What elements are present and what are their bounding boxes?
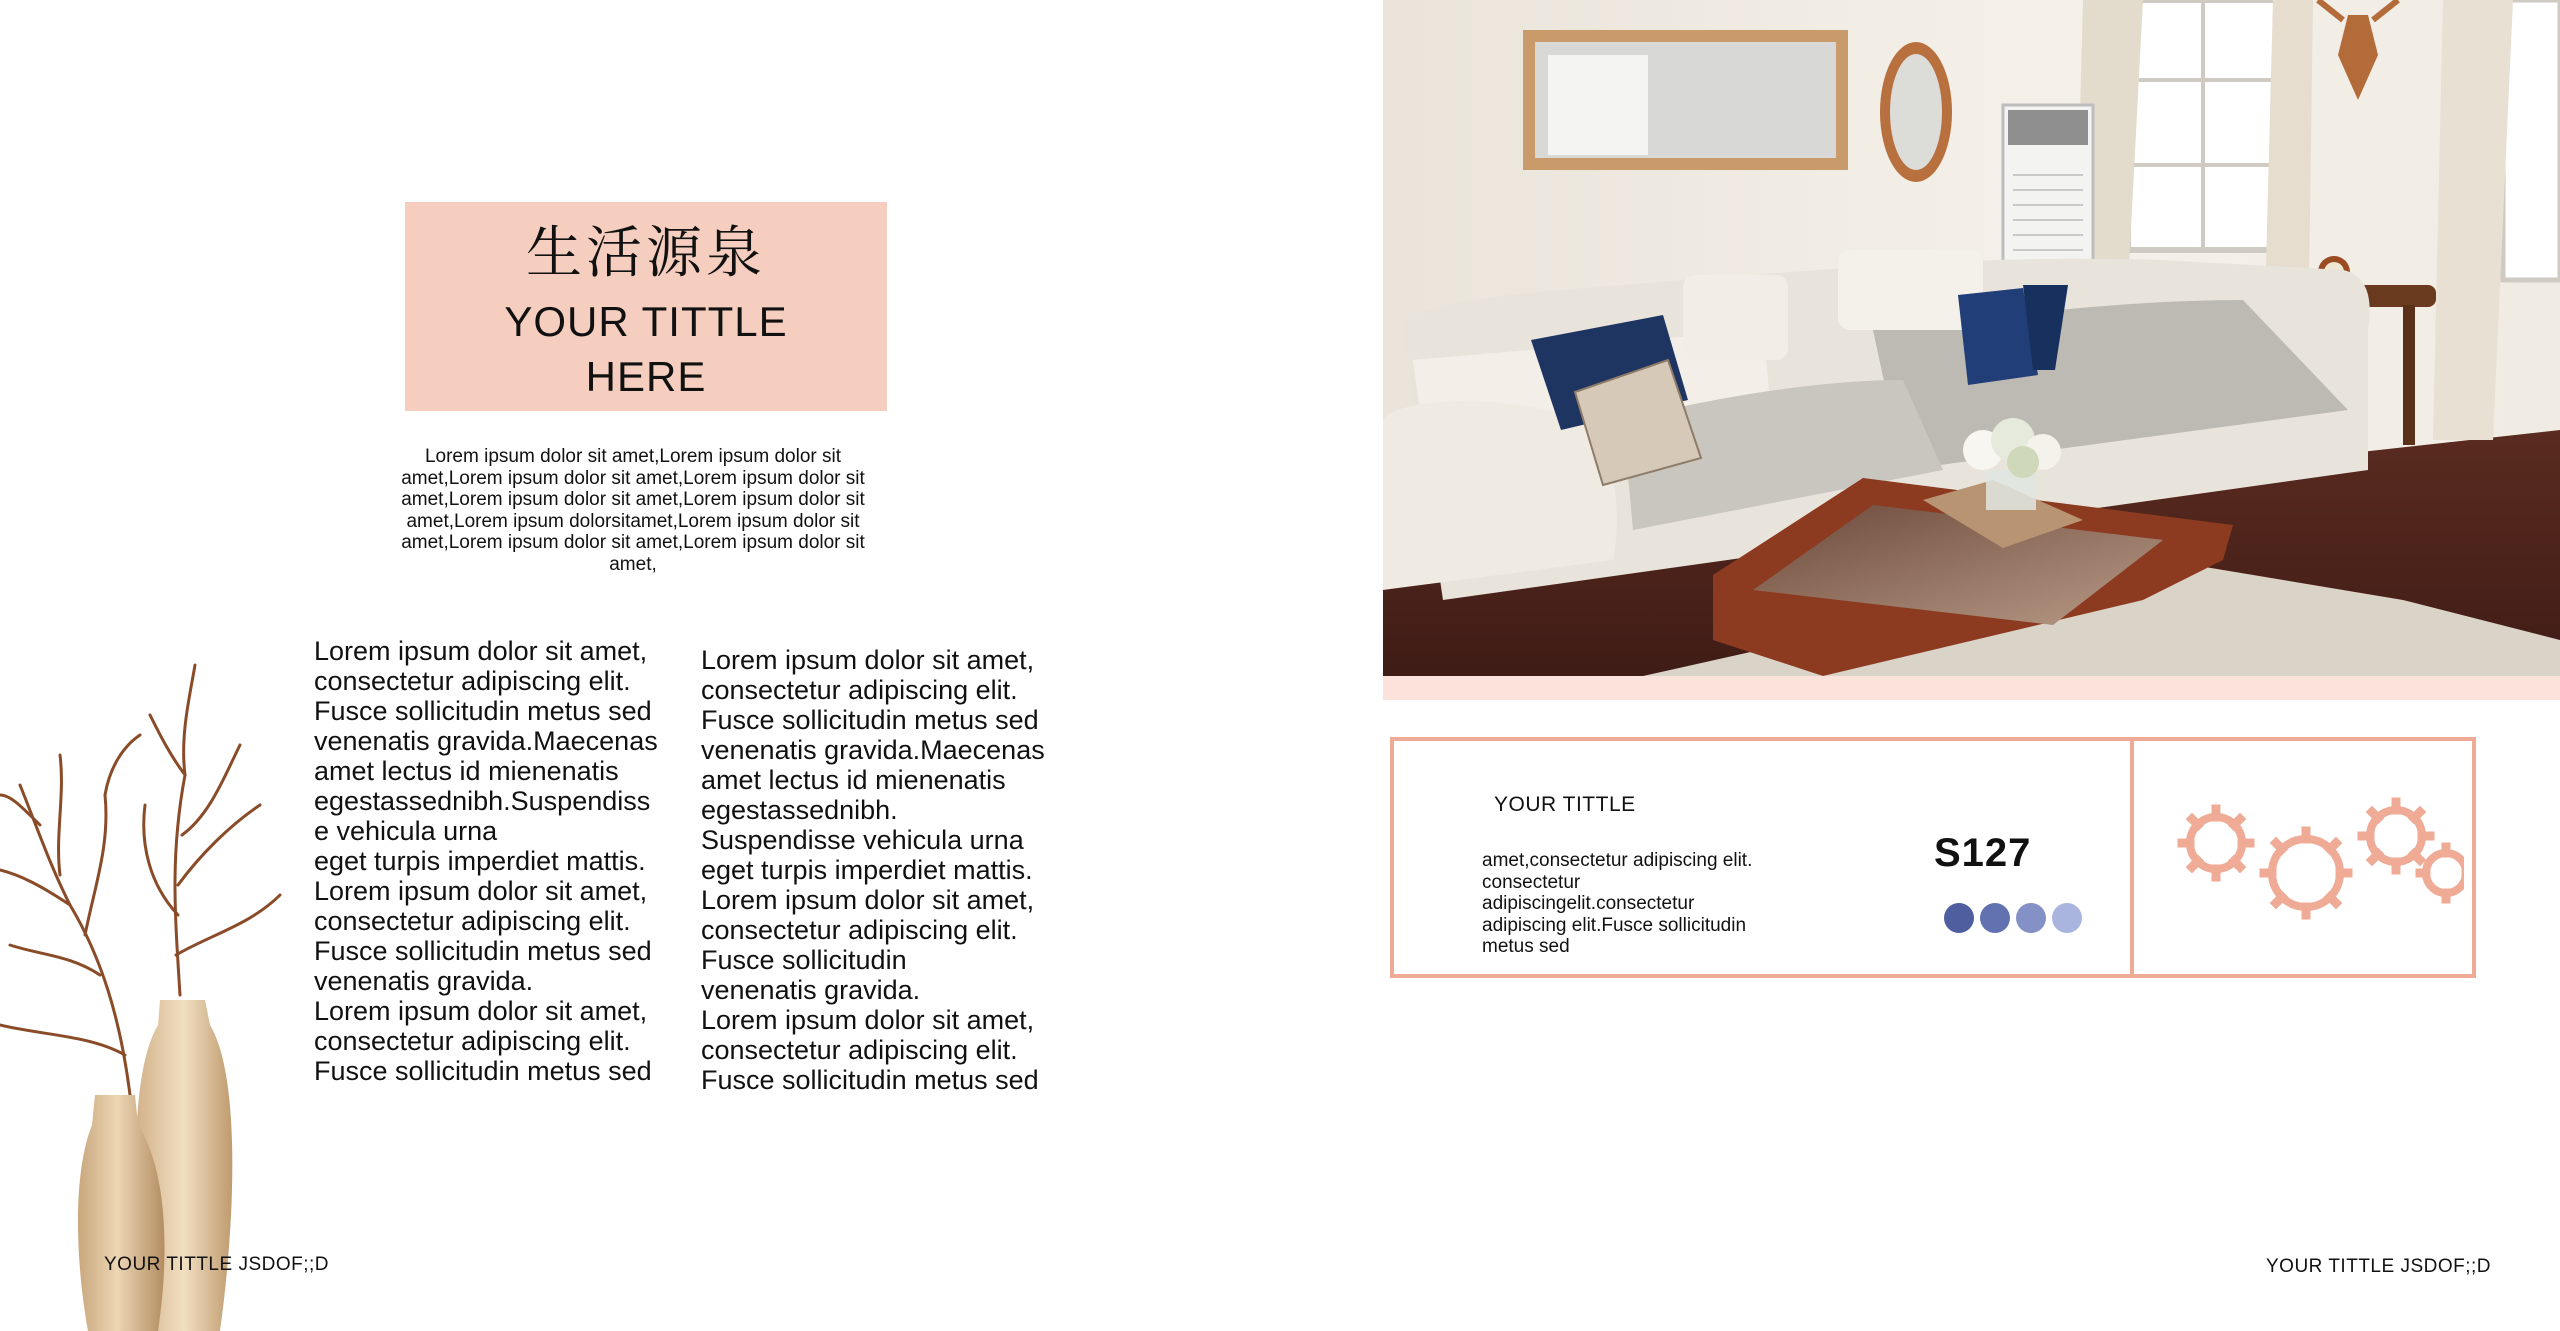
- color-dot: [1980, 903, 2010, 933]
- color-dot: [2016, 903, 2046, 933]
- gears-icon: [2174, 781, 2464, 931]
- card-title: YOUR TITTLE: [1494, 793, 1636, 816]
- color-dot: [2052, 903, 2082, 933]
- body-column-right: Lorem ipsum dolor sit amet, consectetur adipiscing elit. Fusce sollicitudin metus sed venenatis gravida.Maecenas amet lectus id mienenatis egestassednibh. Suspendisse vehicula urna eget turpis imperdiet mattis. Lorem ipsum dolor sit amet, consectetur adipiscing elit. Fusce sollicitudin venenatis gravida. Lorem ipsum dolor sit amet, consectetur adipiscing elit. Fusce sollicitudin metus sed: [701, 645, 1045, 1095]
- card-divider: [2130, 741, 2134, 974]
- card-price: S127: [1934, 831, 2032, 875]
- pink-strip: [1383, 676, 2560, 700]
- color-dots: [1944, 903, 2082, 933]
- info-card: [1390, 737, 2476, 978]
- intro-paragraph: Lorem ipsum dolor sit amet,Lorem ipsum dolor sit amet,Lorem ipsum dolor sit amet,Lorem ipsum dolor sit amet,Lorem ipsum dolor sit amet,Lorem ipsum dolor sit amet,Lorem ipsum dolorsitamet,Lorem ipsum dolor sit amet,Lorem ipsum dolor sit amet,Lorem ipsum dolor sit amet,: [401, 446, 865, 575]
- footer-right: YOUR TITTLE JSDOF;;D: [2266, 1256, 2492, 1277]
- living-room-photo: [1383, 0, 2560, 676]
- footer-left: YOUR TITTLE JSDOF;;D: [104, 1254, 330, 1275]
- body-column-left: Lorem ipsum dolor sit amet, consectetur adipiscing elit. Fusce sollicitudin metus sed venenatis gravida.Maecenas amet lectus id mienenatis egestassednibh.Suspendiss e vehicula urna eget turpis imperdiet mattis. Lorem ipsum dolor sit amet, consectetur adipiscing elit. Fusce sollicitudin metus sed venenatis gravida. Lorem ipsum dolor sit amet, consectetur adipiscing elit. Fusce sollicitudin metus sed: [314, 636, 658, 1086]
- title-english: YOUR TITTLE HERE: [504, 298, 788, 400]
- title-box: [405, 202, 887, 411]
- card-text: amet,consectetur adipiscing elit. consectetur adipiscingelit.consectetur adipiscing elit.Fusce sollicitudin metus sed: [1482, 850, 1753, 957]
- color-dot: [1944, 903, 1974, 933]
- title-chinese: 生活源泉: [526, 221, 766, 286]
- vases-branches-image: [0, 655, 290, 1331]
